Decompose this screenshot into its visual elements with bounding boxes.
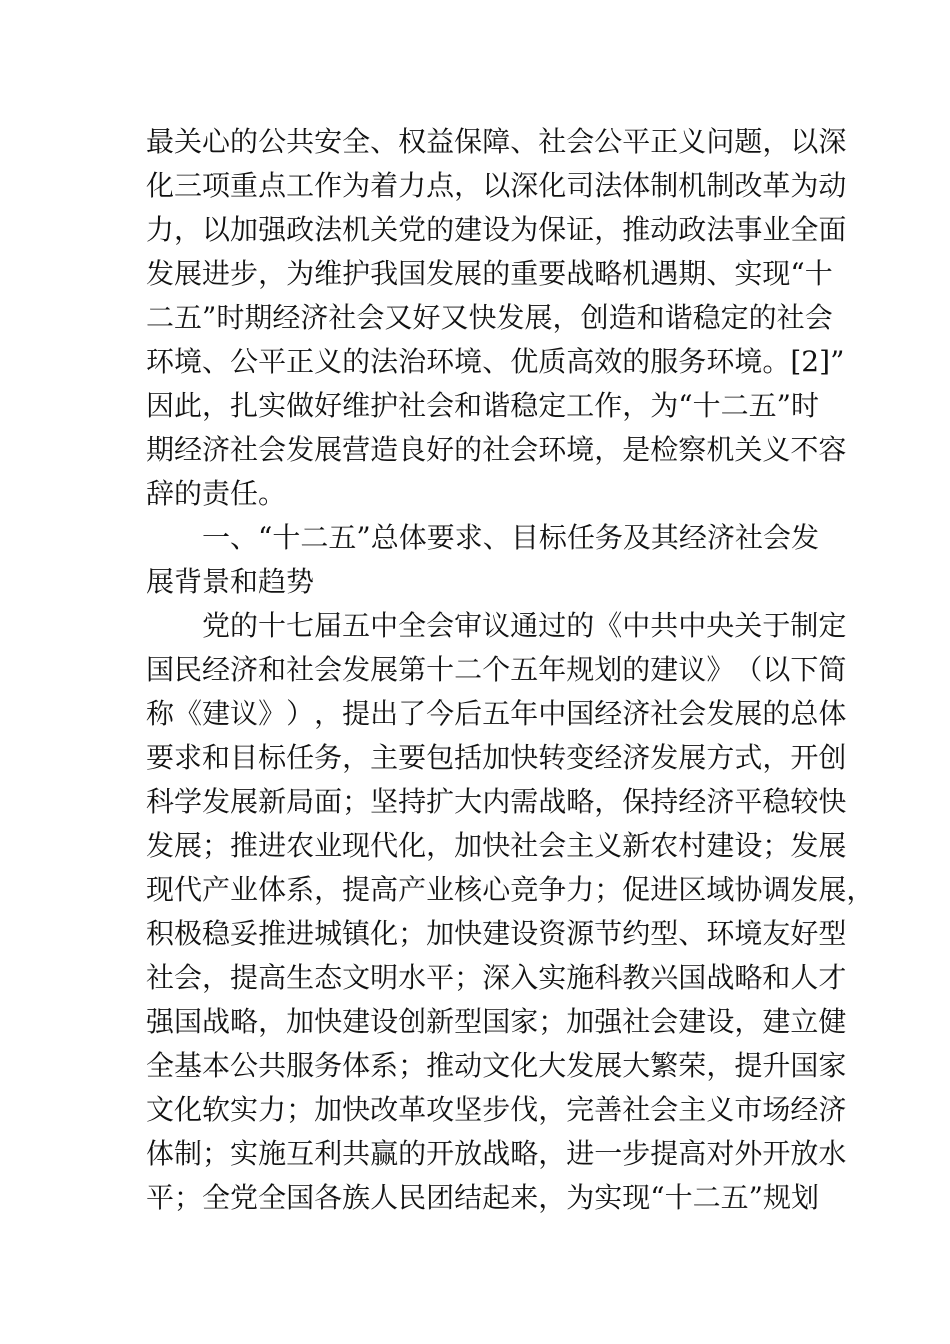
text-line: 力 ， 以 加 强 政 法 机 关 党 的 建 设 为 保 证 ， 推 动 政 法 事 业 全 面 xyxy=(146,213,847,246)
text-line: 称 《 建 议 》 ） ， 提 出 了 今 后 五 年 中 国 经 济 社 会 发 展 的 总 体 xyxy=(146,697,847,730)
text-line: 二 五 ” 时 期 经 济 社 会 又 好 又 快 发 展 ， 创 造 和 谐 稳 定 的 社 会 xyxy=(146,301,833,334)
text-line: 最 关 心 的 公 共 安 全 、 权 益 保 障 、 社 会 公 平 正 义 问 题 ， 以 深 xyxy=(146,125,847,158)
text-line: 强 国 战 略 ， 加 快 建 设 创 新 型 国 家 ； 加 强 社 会 建 设 ， 建 立 健 xyxy=(146,1005,847,1038)
text-line: 发 展 进 步 ， 为 维 护 我 国 发 展 的 重 要 战 略 机 遇 期 、 实 现 “ 十 xyxy=(146,257,833,290)
text-line: 环 境 、 公 平 正 义 的 法 治 环 境 、 优 质 高 效 的 服 务 环 境 。 [ 2 ] ” xyxy=(146,345,845,378)
text-line: 平 ； 全 党 全 国 各 族 人 民 团 结 起 来 ， 为 实 现 “ 十 二 五 ” 规 划 xyxy=(146,1181,820,1214)
text-line: 现 代 产 业 体 系 ， 提 高 产 业 核 心 竞 争 力 ； 促 进 区 域 协 调 发 展 ， xyxy=(146,873,875,906)
section-heading-line: 一 、 “ 十 二 五 ” 总 体 要 求 、 目 标 任 务 及 其 经 济 社 会 发 xyxy=(202,521,819,554)
text-line: 文 化 软 实 力 ； 加 快 改 革 攻 坚 步 伐 ， 完 善 社 会 主 义 市 场 经 济 xyxy=(146,1093,847,1126)
text-line: 体 制 ； 实 施 互 利 共 赢 的 开 放 战 略 ， 进 一 步 提 高 对 外 开 放 水 xyxy=(146,1137,847,1170)
text-line: 发 展 ； 推 进 农 业 现 代 化 ， 加 快 社 会 主 义 新 农 村 建 设 ； 发 展 xyxy=(146,829,847,862)
text-line: 期 经 济 社 会 发 展 营 造 良 好 的 社 会 环 境 ， 是 检 察 机 关 义 不 容 xyxy=(146,433,847,466)
text-line: 科 学 发 展 新 局 面 ； 坚 持 扩 大 内 需 战 略 ， 保 持 经 济 平 稳 较 快 xyxy=(146,785,847,818)
text-line: 积 极 稳 妥 推 进 城 镇 化 ； 加 快 建 设 资 源 节 约 型 、 环 境 友 好 型 xyxy=(146,917,847,950)
text-line: 要 求 和 目 标 任 务 ， 主 要 包 括 加 快 转 变 经 济 发 展 方 式 ， 开 创 xyxy=(146,741,847,774)
document-body xyxy=(146,120,875,1220)
text-line: 国 民 经 济 和 社 会 发 展 第 十 二 个 五 年 规 划 的 建 议 》 （ 以 下 简 xyxy=(146,653,847,686)
text-line: 全 基 本 公 共 服 务 体 系 ； 推 动 文 化 大 发 展 大 繁 荣 ， 提 升 国 家 xyxy=(146,1049,847,1082)
text-line: 因 此 ， 扎 实 做 好 维 护 社 会 和 谐 稳 定 工 作 ， 为 “ 十 二 五 ” 时 xyxy=(146,389,820,422)
text-line: 化 三 项 重 点 工 作 为 着 力 点 ， 以 深 化 司 法 体 制 机 制 改 革 为 动 xyxy=(146,169,847,202)
section-heading-line: 展背景和趋势 xyxy=(146,565,315,598)
text-line: 社 会 ， 提 高 生 态 文 明 水 平 ； 深 入 实 施 科 教 兴 国 战 略 和 人 才 xyxy=(146,961,847,994)
text-line: 辞的责任。 xyxy=(146,477,287,510)
text-line: 党 的 十 七 届 五 中 全 会 审 议 通 过 的 《 中 共 中 央 关 于 制 定 xyxy=(202,609,847,642)
